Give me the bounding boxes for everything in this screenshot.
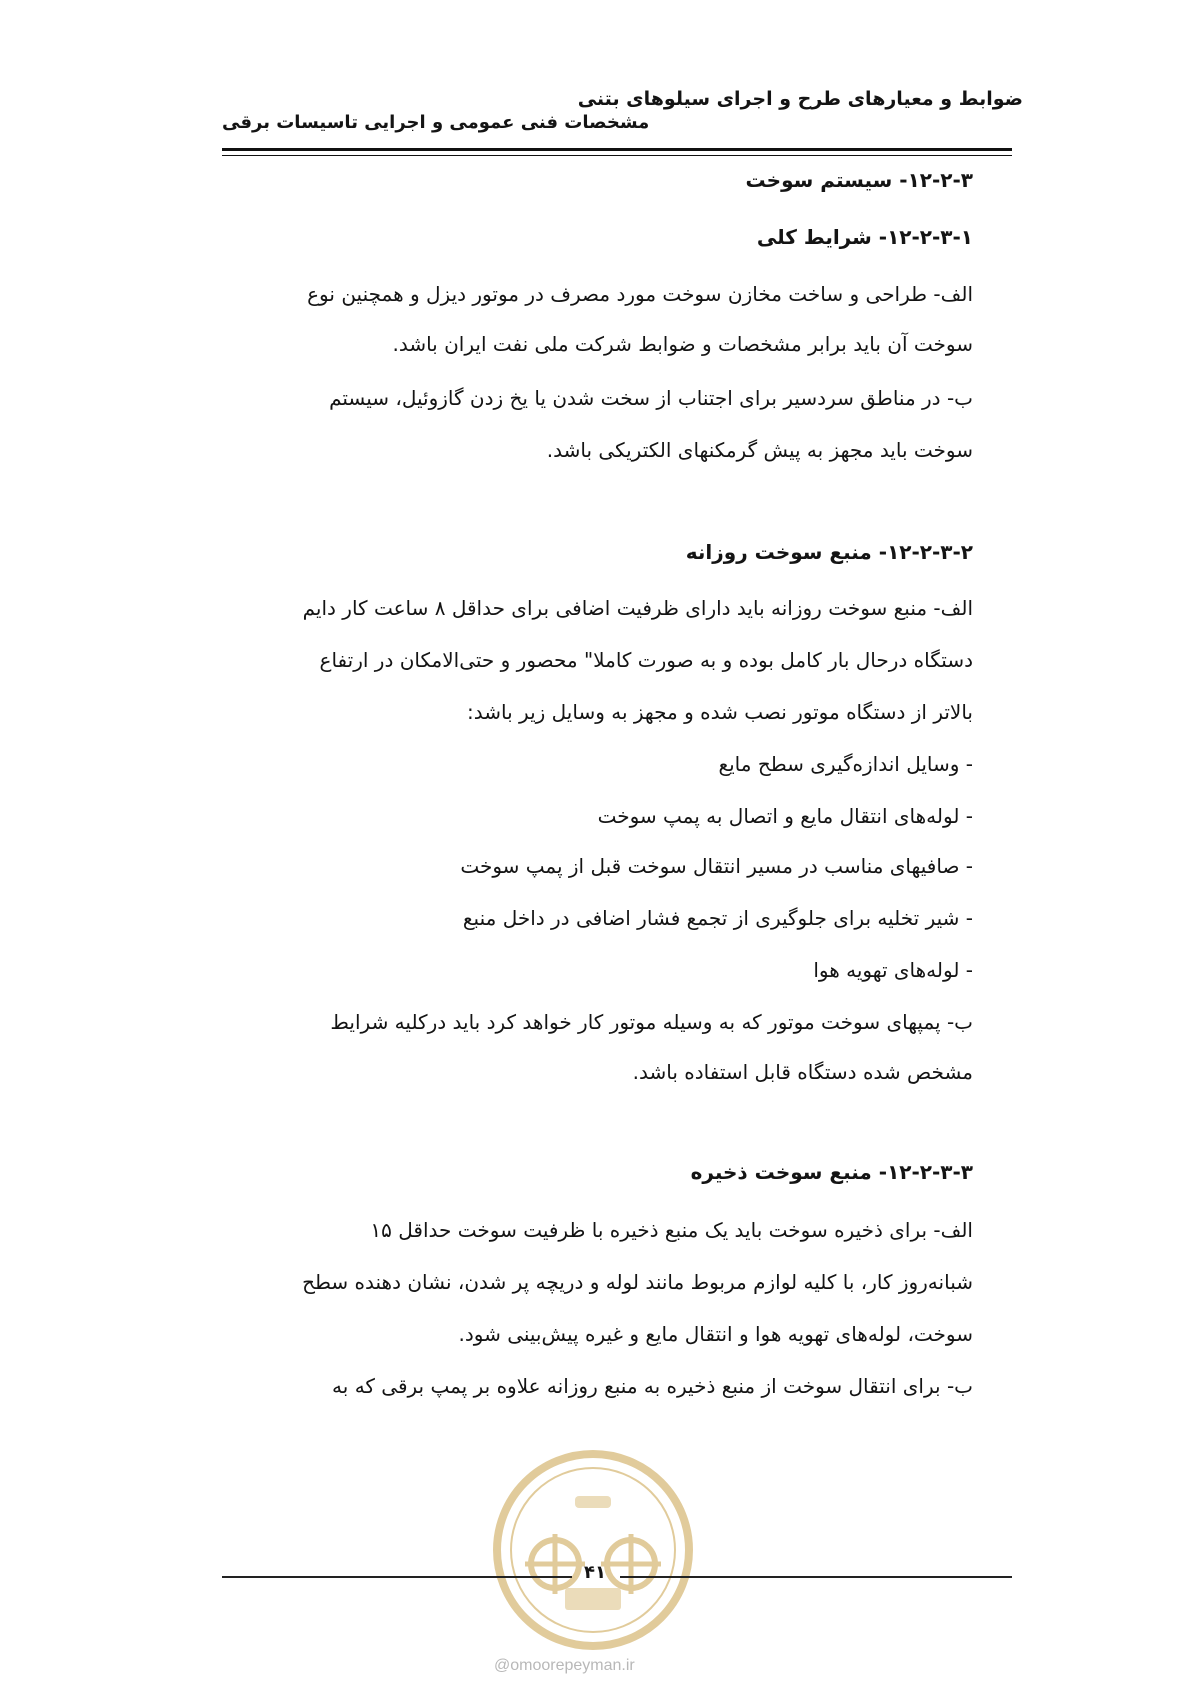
list-item: - لوله‌های تهویه هوا bbox=[813, 958, 973, 982]
header-rule-thin bbox=[222, 155, 1012, 156]
paragraph-line: الف- منبع سوخت روزانه باید دارای ظرفیت اضافی برای حداقل ۸ ساعت کار دایم bbox=[302, 596, 973, 620]
list-item: - وسایل اندازه‌گیری سطح مایع bbox=[718, 752, 973, 776]
list-item: - لوله‌های انتقال مایع و اتصال به پمپ سوخت bbox=[597, 804, 973, 828]
paragraph-line: بالاتر از دستگاه موتور نصب شده و مجهز به وسایل زیر باشد: bbox=[467, 700, 973, 724]
list-item: - صافیهای مناسب در مسیر انتقال سوخت قبل از پمپ سوخت bbox=[460, 854, 973, 878]
list-item: - شیر تخلیه برای جلوگیری از تجمع فشار اضافی در داخل منبع bbox=[462, 906, 973, 930]
section-heading-daily-fuel-tank: ۱۲-۲-۳-۲- منبع سوخت روزانه bbox=[685, 540, 973, 564]
paragraph-line: مشخص شده دستگاه قابل استفاده باشد. bbox=[632, 1060, 973, 1084]
page-number: ۴۱ bbox=[584, 1562, 606, 1583]
section-heading-general-conditions: ۱۲-۲-۳-۱- شرایط کلی bbox=[756, 225, 973, 249]
paragraph-line: الف- برای ذخیره سوخت باید یک منبع ذخیره با ظرفیت سوخت حداقل ۱۵ bbox=[370, 1218, 973, 1242]
paragraph-line: ب- پمپهای سوخت موتور که به وسیله موتور کار خواهد کرد باید درکلیه شرایط bbox=[330, 1010, 973, 1034]
paragraph-line: سوخت، لوله‌های تهویه هوا و انتقال مایع و غیره پیش‌بینی شود. bbox=[458, 1322, 973, 1346]
paragraph-line: ب- در مناطق سردسیر برای اجتناب از سخت شدن یا یخ زدن گازوئیل، سیستم bbox=[329, 386, 973, 410]
section-heading-fuel-system: ۱۲-۲-۳- سیستم سوخت bbox=[745, 168, 973, 192]
paragraph-line: سوخت آن باید برابر مشخصات و ضوابط شرکت ملی نفت ایران باشد. bbox=[392, 332, 973, 356]
header-left-title: مشخصات فنی عمومی و اجرایی تاسیسات برقی bbox=[222, 112, 650, 133]
footer-rule-left bbox=[222, 1576, 572, 1578]
watermark-url-text: @omoorepeyman.ir bbox=[494, 1657, 635, 1674]
header-right-title: ضوابط و معیارهای طرح و اجرای سیلوهای بتنی bbox=[577, 88, 1023, 110]
header-rule-thick bbox=[222, 148, 1012, 151]
section-heading-reserve-fuel-tank: ۱۲-۲-۳-۳- منبع سوخت ذخیره bbox=[690, 1160, 973, 1184]
footer-rule-right bbox=[620, 1576, 1012, 1578]
paragraph-line: شبانه‌روز کار، با کلیه لوازم مربوط مانند لوله و دریچه پر شدن، نشان دهنده سطح bbox=[302, 1270, 973, 1294]
paragraph-line: دستگاه درحال بار کامل بوده و به صورت کاملا" محصور و حتی‌الامکان در ارتفاع bbox=[319, 648, 973, 672]
paragraph-line: سوخت باید مجهز به پیش گرمکنهای الکتریکی باشد. bbox=[546, 438, 973, 462]
paragraph-line: ب- برای انتقال سوخت از منبع ذخیره به منبع روزانه علاوه بر پمپ برقی که به bbox=[332, 1374, 973, 1398]
paragraph-line: الف- طراحی و ساخت مخازن سوخت مورد مصرف در موتور دیزل و همچنین نوع bbox=[307, 282, 973, 306]
watermark-seal-logo bbox=[483, 1440, 703, 1660]
